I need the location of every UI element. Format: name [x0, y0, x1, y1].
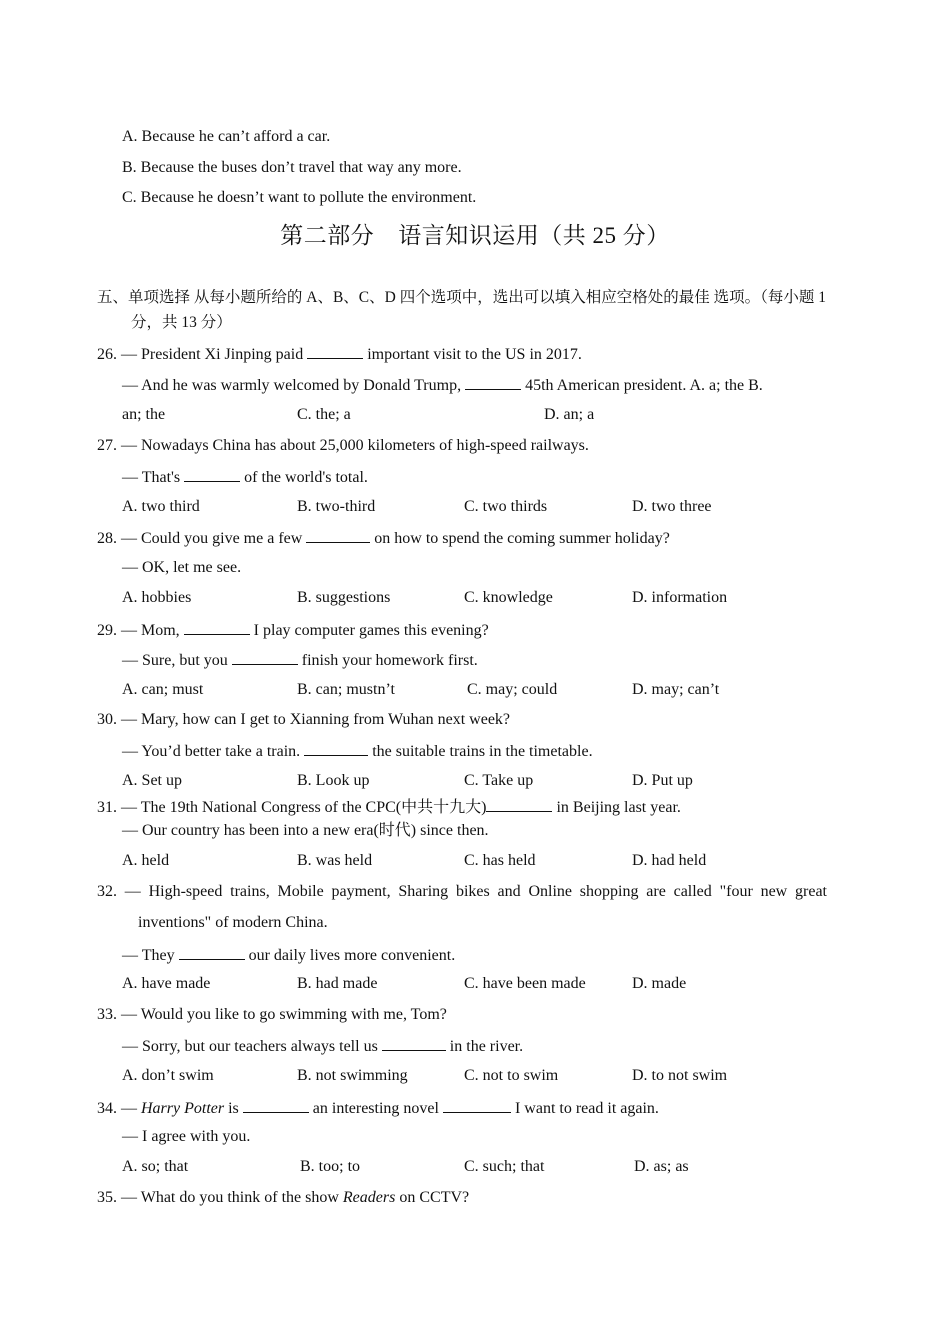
q34-option-d: D. as; as	[634, 1158, 689, 1175]
q26-option-d: D. an; a	[544, 406, 595, 423]
q26-option-b: an; the	[122, 406, 166, 423]
q29-blank2	[232, 649, 298, 665]
q31-option-a: A. held	[122, 852, 170, 869]
option-b: B. Because the buses don’t travel that way any more.	[122, 159, 462, 176]
q29-blank1	[184, 619, 250, 635]
q33-option-c: C. not to swim	[464, 1067, 559, 1084]
q29-option-a: A. can; must	[122, 681, 204, 698]
q31-option-c: C. has held	[464, 852, 536, 869]
q34-line2: — I agree with you.	[122, 1128, 251, 1145]
q32-blank	[179, 944, 245, 960]
q29-option-d: D. may; can’t	[632, 681, 720, 698]
q32-option-c: C. have been made	[464, 975, 586, 992]
q27-blank	[184, 466, 240, 482]
q34-blank2	[443, 1097, 511, 1113]
q28-option-a: A. hobbies	[122, 589, 192, 606]
q28-line1: 28. — Could you give me a few on how to spend the coming summer holiday?	[97, 527, 670, 549]
q31-option-b: B. was held	[297, 852, 373, 869]
q31-line1: 31. — The 19th National Congress of the CPC(中共十九大) in Beijing last year.	[97, 796, 681, 818]
q29-option-b: B. can; mustn’t	[297, 681, 395, 698]
section-name: 语言知识运用（共 25 分）	[398, 223, 670, 248]
q28-option-c: C. knowledge	[464, 589, 553, 606]
q34-line1: 34. — Harry Potter is an interesting novel I want to read it again.	[97, 1097, 659, 1119]
q34-blank1	[243, 1097, 309, 1113]
q29-line2: — Sure, but you finish your homework first.	[122, 649, 478, 671]
instructions-line2: 分，共 13 分）	[131, 314, 232, 331]
q32-option-a: A. have made	[122, 975, 211, 992]
q31-line2: — Our country has been into a new era(时代) since then.	[122, 822, 489, 839]
q31-blank	[486, 796, 552, 812]
q30-line2: — You’d better take a train. the suitable trains in the timetable.	[122, 740, 593, 762]
q28-line2: — OK, let me see.	[122, 559, 242, 576]
q30-line1: 30. — Mary, how can I get to Xianning from Wuhan next week?	[97, 711, 511, 728]
option-c: C. Because he doesn’t want to pollute the environment.	[122, 189, 477, 206]
q32-line3: — They our daily lives more convenient.	[122, 944, 455, 966]
q30-option-a: A. Set up	[122, 772, 182, 789]
q33-option-a: A. don’t swim	[122, 1067, 214, 1084]
q28-option-b: B. suggestions	[297, 589, 391, 606]
q27-option-d: D. two three	[632, 498, 712, 515]
q30-option-b: B. Look up	[297, 772, 370, 789]
q30-option-c: C. Take up	[464, 772, 534, 789]
q27-line1: 27. — Nowadays China has about 25,000 kilometers of high-speed railways.	[97, 437, 589, 454]
q31-option-d: D. had held	[632, 852, 707, 869]
q35-show-title: Readers	[342, 1189, 396, 1206]
q30-option-d: D. Put up	[632, 772, 693, 789]
section-title	[0, 222, 950, 250]
q26-option-c: C. the; a	[297, 406, 351, 423]
q33-option-b: B. not swimming	[297, 1067, 408, 1084]
q33-line1: 33. — Would you like to go swimming with me, Tom?	[97, 1006, 447, 1023]
section-part: 第二部分	[280, 223, 375, 248]
q33-blank	[382, 1035, 446, 1051]
q28-option-d: D. information	[632, 589, 728, 606]
q34-option-b: B. too; to	[300, 1158, 361, 1175]
q26-blank2	[465, 374, 521, 390]
q27-option-a: A. two third	[122, 498, 200, 515]
q35-line1: 35. — What do you think of the show Readers on CCTV?	[97, 1189, 470, 1206]
q30-blank	[304, 740, 368, 756]
q26-blank1	[307, 343, 363, 359]
q27-option-c: C. two thirds	[464, 498, 548, 515]
q32-option-d: D. made	[632, 975, 687, 992]
q26-line2: — And he was warmly welcomed by Donald Trump, 45th American president. A. a; the B.	[122, 374, 763, 396]
q34-book-title: Harry Potter	[141, 1100, 225, 1117]
q34-option-c: C. such; that	[464, 1158, 545, 1175]
q33-option-d: D. to not swim	[632, 1067, 728, 1084]
q28-blank	[306, 527, 370, 543]
q32-line2: inventions" of modern China.	[138, 914, 328, 931]
q32-line1: 32. — High-speed trains, Mobile payment, Sharing bikes and Online shopping are called "four new great	[97, 883, 827, 900]
q32-option-b: B. had made	[297, 975, 378, 992]
option-a: A. Because he can’t afford a car.	[122, 128, 331, 145]
q29-option-c: C. may; could	[467, 681, 558, 698]
q27-line2: — That's of the world's total.	[122, 466, 368, 488]
q29-line1: 29. — Mom, I play computer games this evening?	[97, 619, 489, 641]
q26-line1: 26. — President Xi Jinping paid important visit to the US in 2017.	[97, 343, 582, 365]
q34-option-a: A. so; that	[122, 1158, 189, 1175]
q27-option-b: B. two-third	[297, 498, 376, 515]
q33-line2: — Sorry, but our teachers always tell us in the river.	[122, 1035, 523, 1057]
instructions-line1: 五、单项选择 从每小题所给的 A、B、C、D 四个选项中，选出可以填入相应空格处的最佳 选项。（每小题 1	[97, 289, 826, 306]
